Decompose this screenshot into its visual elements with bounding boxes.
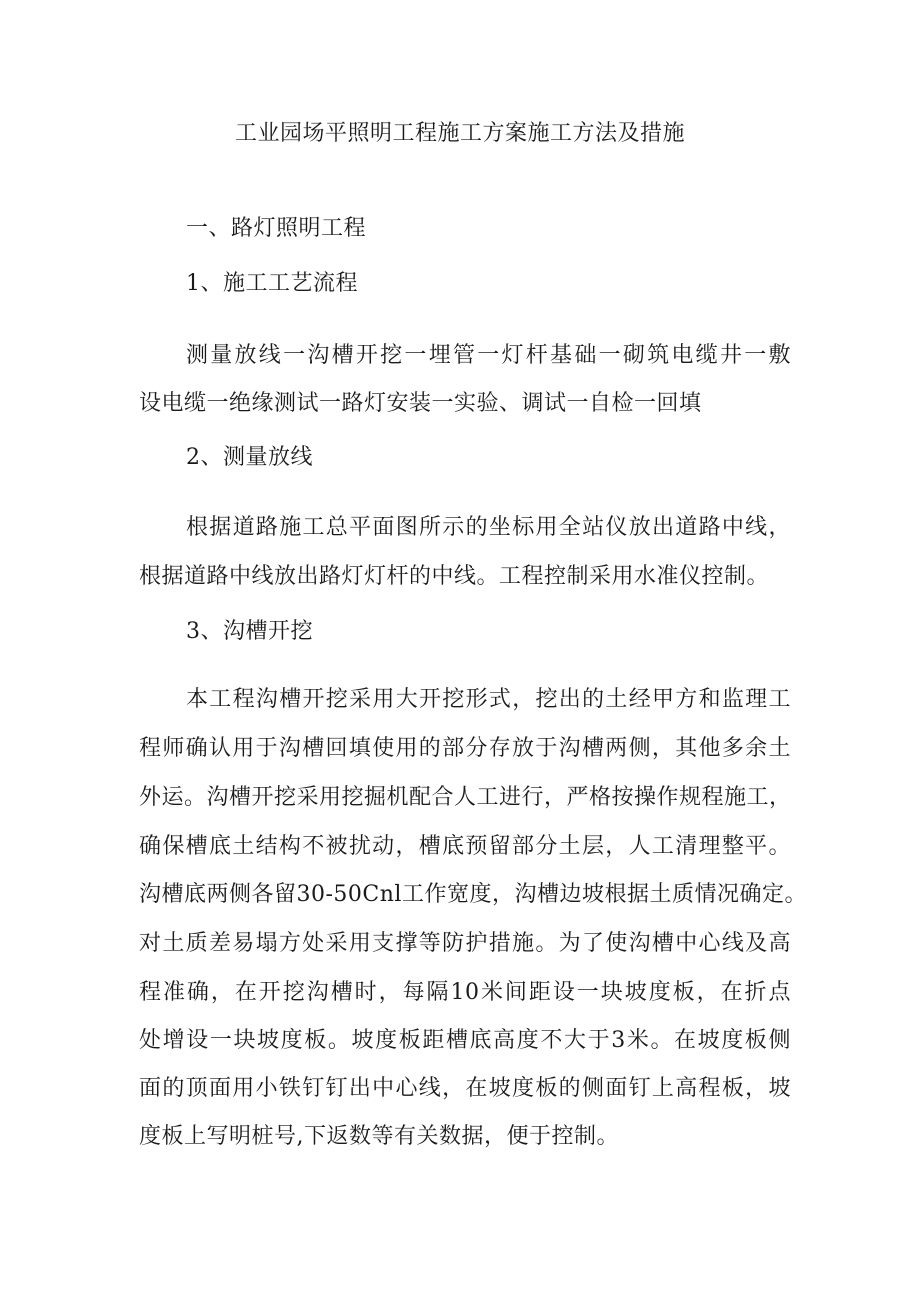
- paragraph-line: 程准确，在开挖沟槽时，每隔10米间距设一块坡度板，在折点: [139, 980, 791, 1005]
- paragraph-line: 沟槽底两侧各留30-50Cnl工作宽度，沟槽边坡根据土质情况确定。: [139, 882, 807, 907]
- paragraph-line: 根据道路中线放出路灯灯杆的中线。工程控制采用水准仪控制。: [139, 564, 770, 589]
- paragraph-line: 处增设一块坡度板。坡度板距槽底高度不大于3米。在坡度板侧: [139, 1028, 791, 1053]
- section-heading: 一、路灯照明工程: [186, 216, 367, 241]
- paragraph-line: 根据道路施工总平面图所示的坐标用全站仪放出道路中线，: [186, 515, 791, 540]
- paragraph-line: 外运。沟槽开挖采用挖掘机配合人工进行，严格按操作规程施工，: [139, 785, 792, 810]
- paragraph-line: 本工程沟槽开挖采用大开挖形式，挖出的土经甲方和监理工: [186, 687, 791, 712]
- subsection-heading: 1、施工工艺流程: [186, 271, 358, 296]
- paragraph-line: 确保槽底土结构不被扰动，槽底预留部分土层，人工清理整平。: [139, 834, 791, 859]
- subsection-heading: 3、沟槽开挖: [186, 619, 313, 644]
- paragraph-line: 设电缆一绝缘测试一路灯安装一实验、调试一自检一回填: [139, 391, 702, 416]
- document-title: 工业园场平照明工程施工方案施工方法及措施: [234, 121, 685, 146]
- paragraph-line: 测量放线一沟槽开挖一埋管一灯杆基础一砌筑电缆井一敷: [186, 343, 791, 368]
- paragraph-line: 面的顶面用小铁钉钉出中心线，在坡度板的侧面钉上高程板，坡: [139, 1076, 791, 1101]
- paragraph-line: 对土质差易塌方处采用支撑等防护措施。为了使沟槽中心线及高: [139, 931, 791, 956]
- paragraph-line: 程师确认用于沟槽回填使用的部分存放于沟槽两侧，其他多余土: [139, 736, 791, 761]
- paragraph-line: 度板上写明桩号,下返数等有关数据，便于控制。: [139, 1124, 619, 1149]
- subsection-heading: 2、测量放线: [186, 445, 313, 470]
